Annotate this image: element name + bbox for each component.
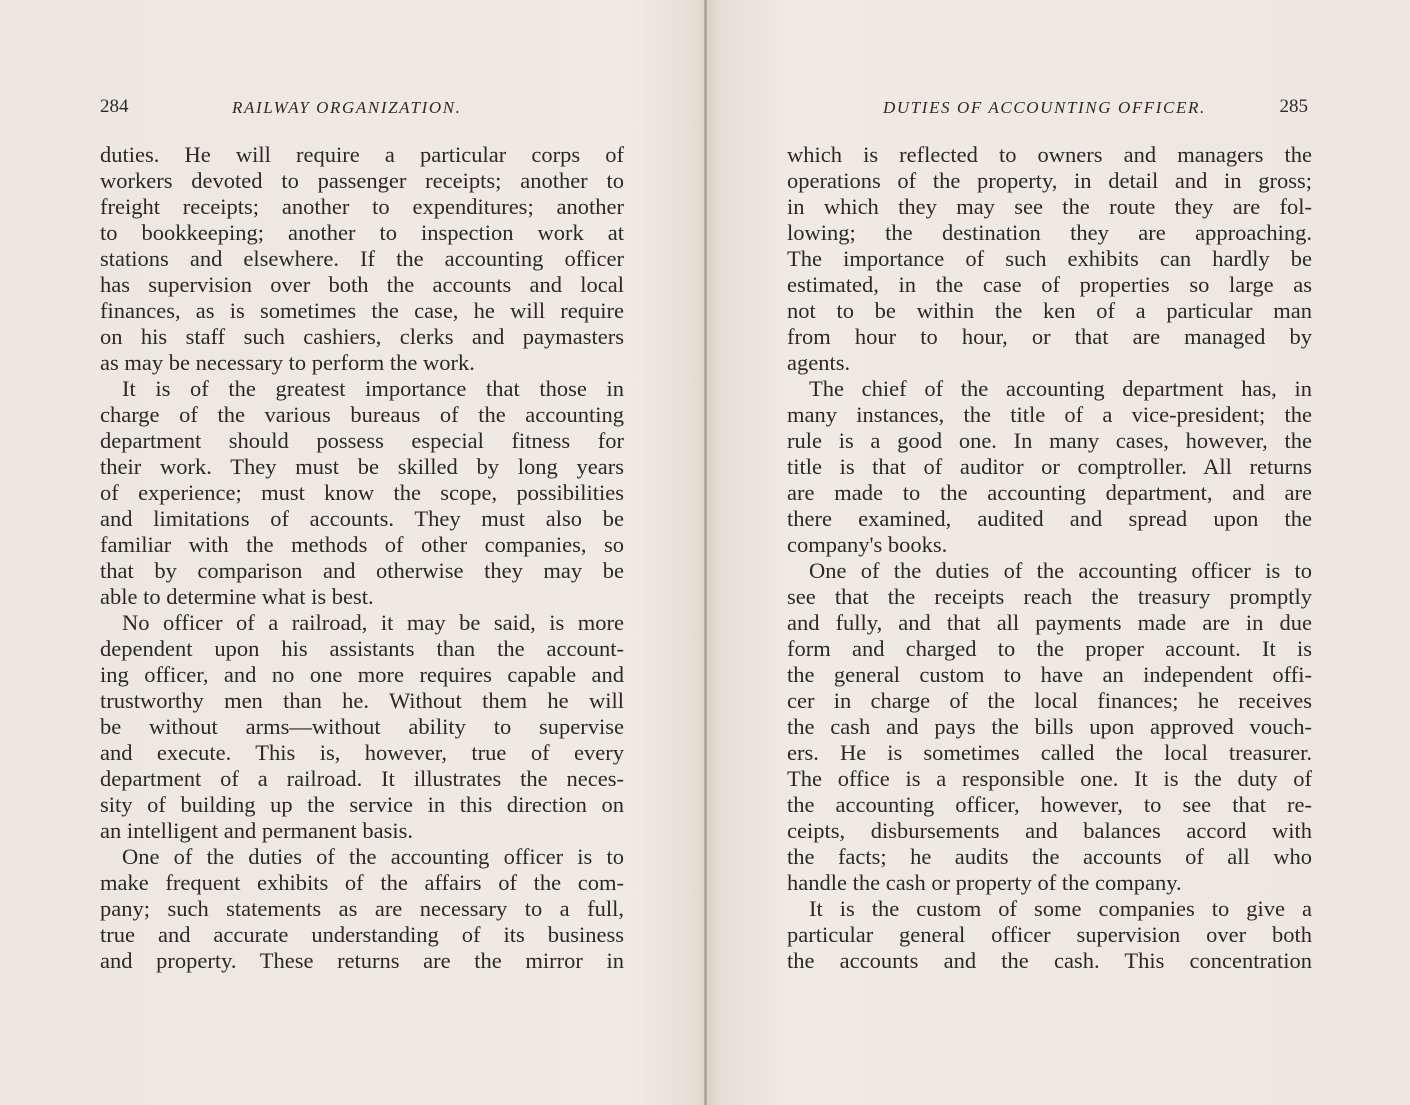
text-line: agents. [787,350,851,375]
text-line: true and accurate understanding of its business [100,922,624,947]
text-line: as may be necessary to perform the work. [100,350,475,375]
text-line: an intelligent and permanent basis. [100,818,414,843]
text-line: trustworthy men than he. Without them he will [100,688,624,713]
text-line: there examined, audited and spread upon the [787,506,1312,531]
text-line: dependent upon his assistants than the account- [100,636,624,661]
text-line: rule is a good one. In many cases, however, the [787,428,1312,453]
text-line: ceipts, disbursements and balances accord with [787,818,1312,843]
text-line: on his staff such cashiers, clerks and paymasters [100,324,624,349]
right-body-text [787,142,1312,974]
text-line: the cash and pays the bills upon approved vouch- [787,714,1312,739]
right-page [705,0,1410,1105]
text-line: stations and elsewhere. If the accounting officer [100,246,624,271]
text-line: The office is a responsible one. It is the duty of [787,766,1312,791]
text-line: department should possess especial fitness for [100,428,624,453]
text-line: and property. These returns are the mirror in [100,948,624,973]
text-line: ers. He is sometimes called the local treasurer. [787,740,1312,765]
text-line: not to be within the ken of a particular man [787,298,1312,323]
text-line: sity of building up the service in this direction on [100,792,624,817]
text-line: the accounting officer, however, to see that re- [787,792,1312,817]
text-line: the general custom to have an independent offi- [787,662,1312,687]
text-line: many instances, the title of a vice-president; the [787,402,1312,427]
text-line: to bookkeeping; another to inspection work at [100,220,624,245]
text-line: cer in charge of the local finances; he receives [787,688,1312,713]
text-line: One of the duties of the accounting officer is to [122,844,624,869]
text-line: form and charged to the proper account. It is [787,636,1312,661]
text-line: has supervision over both the accounts and local [100,272,624,297]
text-line: charge of the various bureaus of the accounting [100,402,624,427]
left-body-text [100,142,624,974]
right-page-header [883,96,1308,122]
text-line: One of the duties of the accounting officer is to [809,558,1312,583]
text-line: their work. They must be skilled by long years [100,454,624,479]
page-number: 285 [1279,96,1308,117]
text-line: ing officer, and no one more requires capable and [100,662,624,687]
text-line: company's books. [787,532,948,557]
text-line: workers devoted to passenger receipts; another to [100,168,624,193]
text-line: No officer of a railroad, it may be said, is more [122,610,624,635]
text-line: lowing; the destination they are approaching. [787,220,1312,245]
text-line: The importance of such exhibits can hardly be [787,246,1312,271]
text-line: duties. He will require a particular corps of [100,142,624,167]
text-line: the facts; he audits the accounts of all who [787,844,1312,869]
left-page-header [100,96,625,122]
running-head: RAILWAY ORGANIZATION. [232,98,462,117]
text-line: particular general officer supervision over both [787,922,1312,947]
text-line: The chief of the accounting department has, in [809,376,1312,401]
text-line: department of a railroad. It illustrates the neces- [100,766,624,791]
text-line: see that the receipts reach the treasury promptly [787,584,1312,609]
text-line: estimated, in the case of properties so large as [787,272,1312,297]
text-line: be without arms—without ability to supervise [100,714,624,739]
text-line: are made to the accounting department, and are [787,480,1312,505]
text-line: and fully, and that all payments made are in due [787,610,1312,635]
page-number: 284 [100,96,129,117]
text-line: that by comparison and otherwise they may be [100,558,624,583]
text-line: handle the cash or property of the company. [787,870,1182,895]
text-line: able to determine what is best. [100,584,374,609]
text-line: operations of the property, in detail and in gross; [787,168,1312,193]
running-head: DUTIES OF ACCOUNTING OFFICER. [883,98,1206,117]
text-line: in which they may see the route they are fol- [787,194,1312,219]
text-line: which is reflected to owners and managers the [787,142,1312,167]
text-line: and execute. This is, however, true of every [100,740,624,765]
text-line: of experience; must know the scope, possibilities [100,480,624,505]
text-line: finances, as is sometimes the case, he will require [100,298,624,323]
text-line: freight receipts; another to expenditures; another [100,194,624,219]
text-line: the accounts and the cash. This concentration [787,948,1312,973]
text-line: It is the custom of some companies to give a [809,896,1312,921]
text-line: and limitations of accounts. They must also be [100,506,624,531]
text-line: It is of the greatest importance that those in [122,376,624,401]
text-line: familiar with the methods of other companies, so [100,532,624,557]
text-line: pany; such statements as are necessary to a full, [100,896,624,921]
text-line: from hour to hour, or that are managed by [787,324,1312,349]
text-line: title is that of auditor or comptroller. All returns [787,454,1312,479]
text-line: make frequent exhibits of the affairs of the com- [100,870,624,895]
